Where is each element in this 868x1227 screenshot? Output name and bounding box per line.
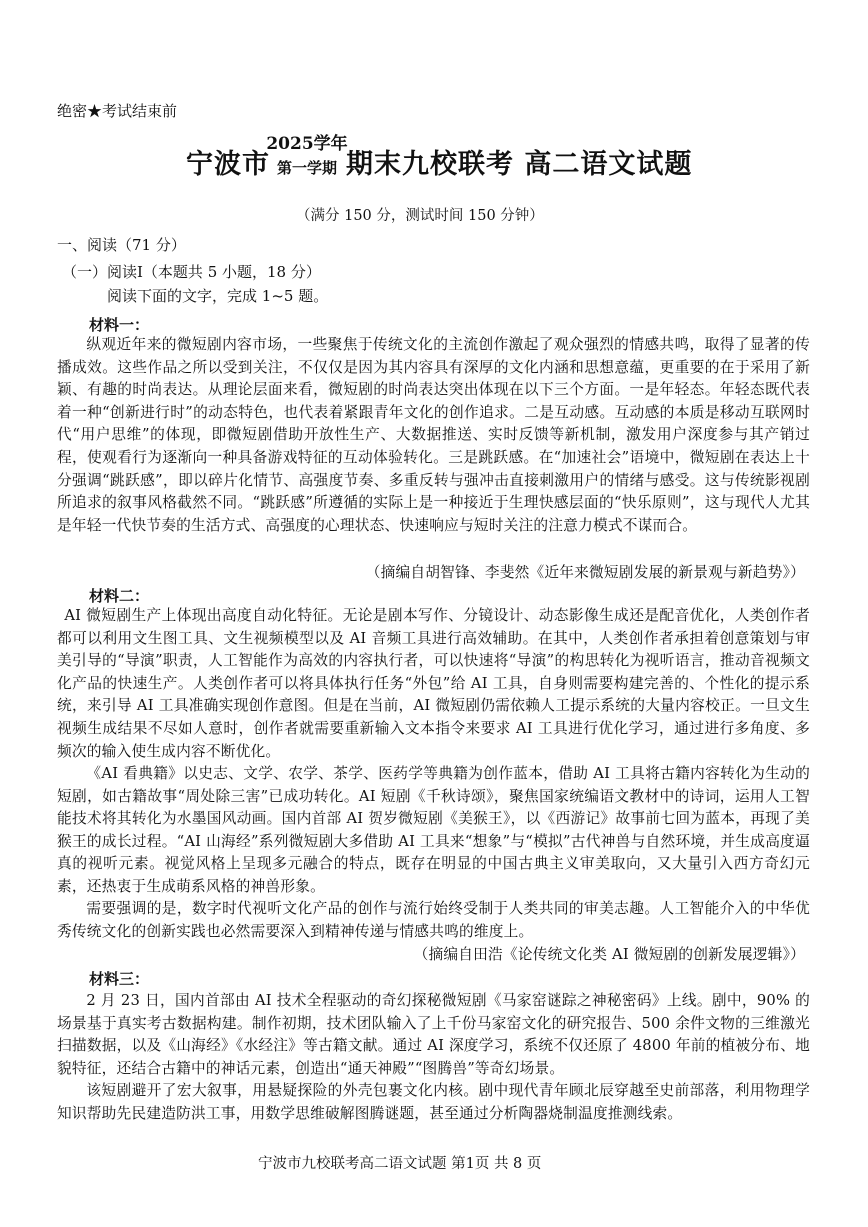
material-3-paragraph-1: 2 月 23 日，国内首部由 AI 技术全程驱动的奇幻探秘微短剧《马家窑谜踪之神秘密码》上线。剧中，90% 的场景基于真实考古数据构建。制作初期，技术团队输入了上千份马家窑文化的研究报告、500 余件文物的三维激光扫描数据，以及《山海经》《水经注》等古籍文献。通过 AI 深度学习，系统不仅还原了 4800 年前的植被分布、地貌特征，还结合古籍中的神话元素，创造出“通天神殿”“图腾兽”等奇幻场景。 — [57, 992, 810, 1077]
reading-instruction: 阅读下面的文字，完成 1~5 题。 — [107, 287, 329, 305]
title-year: 2025学年 — [266, 134, 348, 154]
material-2-paragraph-3: 需要强调的是，数字时代视听文化产品的创作与流行始终受制于人类共同的审美志趣。人工智能介入的中华优秀传统文化的创新实践也必然需要深入到精神传递与情感共鸣的维度上。 — [57, 900, 810, 940]
material-3-paragraph-2: 该短剧避开了宏大叙事，用悬疑探险的外壳包裹文化内核。剧中现代青年顾北辰穿越至史前部落，利用物理学知识帮助先民建造防洪工事，用数学思维破解图腾谜题，甚至通过分析陶器烧制温度推测线索。 — [57, 1082, 810, 1122]
material-1-source: （摘编自胡智锋、李斐然《近年来微短剧发展的新景观与新趋势》） — [365, 564, 805, 581]
subsection-heading: （一）阅读Ⅰ（本题共 5 小题，18 分） — [62, 263, 321, 281]
material-2-source: （摘编自田浩《论传统文化类 AI 微短剧的创新发展逻辑》） — [413, 946, 805, 963]
title-exam-name: 期末九校联考 高二语文试题 — [346, 149, 693, 180]
title-term-stack — [266, 132, 348, 180]
section-heading: 一、阅读（71 分） — [57, 236, 186, 254]
title-city: 宁波市 — [186, 149, 270, 180]
material-3-label: 材料三： — [89, 970, 150, 988]
confidential-mark: 绝密★考试结束前 — [57, 102, 178, 120]
material-2-label: 材料二： — [89, 587, 150, 605]
title-semester: 第一学期 — [276, 159, 337, 177]
material-1-body: 纵观近年来的微短剧内容市场，一些聚焦于传统文化的主流创作激起了观众强烈的情感共鸣，取得了显著的传播成效。这些作品之所以受到关注，不仅仅是因为其内容具有深厚的文化内涵和思想意蕴，更重要的在于采用了新颖、有趣的时尚表达。从理论层面来看，微短剧的时尚表达突出体现在以下三个方面。一是年轻态。年轻态既代表着一种“创新进行时”的动态特色，也代表着紧跟青年文化的创作追求。二是互动感。互动感的本质是移动互联网时代“用户思维”的体现，即微短剧借助开放性生产、大数据推送、实时反馈等新机制，激发用户深度参与其产销过程，使观看行为逐渐向一种具备游戏特征的互动体验转化。三是跳跃感。在“加速社会”语境中，微短剧在表达上十分强调“跳跃感”，即以碎片化情节、高强度节奏、多重反转与强冲击直接刺激用户的情绪与感受。这与传统影视剧所追求的叙事风格截然不同。“跳跃感”所遵循的实际上是一种接近于生理快感层面的“快乐原则”，这与现代人尤其是年轻一代快节奏的生活方式、高强度的心理状态、快速响应与短时关注的注意力模式不谋而合。 — [57, 336, 810, 534]
material-1-label: 材料一： — [89, 316, 150, 334]
page-title — [186, 132, 706, 188]
exam-info: （满分 150 分，测试时间 150 分钟） — [296, 208, 544, 224]
material-2-paragraph-2: 《AI 看典籍》以史志、文学、农学、茶学、医药学等典籍为创作蓝本，借助 AI 工具将古籍内容转化为生动的短剧，如古籍故事“周处除三害”已成功转化。AI 短剧《千秋诗颂》，聚焦国家统编语文教材中的诗词，运用人工智能技术将其转化为水墨国风动画。国内首部 AI 贺岁微短剧《美猴王》，以《西游记》故事前七回为蓝本，再现了美猴王的成长过程。“AI 山海经”系列微短剧大多借助 AI 工具来“想象”与“模拟”古代神兽与自然环境，并生成高度逼真的视听元素。视觉风格上呈现多元融合的特点，既存在明显的中国古典主义审美取向，又大量引入西方奇幻元素，还热衷于生成萌系风格的神兽形象。 — [57, 765, 810, 895]
page-footer: 宁波市九校联考高二语文试题 第1页 共 8 页 — [258, 1156, 542, 1172]
material-2-paragraph-1: AI 微短剧生产上体现出高度自动化特征。无论是剧本写作、分镜设计、动态影像生成还是配音优化，人类创作者都可以利用文生图工具、文生视频模型以及 AI 音频工具进行高效辅助。在其中，人类创作者承担着创意策划与审美引导的“导演”职责，人工智能作为高效的内容执行者，可以快速将“导演”的构思转化为视听语言，推动音视频文化产品的快速生产。人类创作者可以将具体执行任务“外包”给 AI 工具，自身则需要构建完善的、个性化的提示系统，来引导 AI 工具准确实现创作意图。但是在当前，AI 微短剧仍需依赖人工提示系统的大量内容校正。一旦文生视频生成结果不尽如人意时，创作者就需要重新输入文本指令来要求 AI 工具进行优化学习，通过进行多角度、多频次的输入使生成内容不断优化。 — [57, 607, 810, 760]
